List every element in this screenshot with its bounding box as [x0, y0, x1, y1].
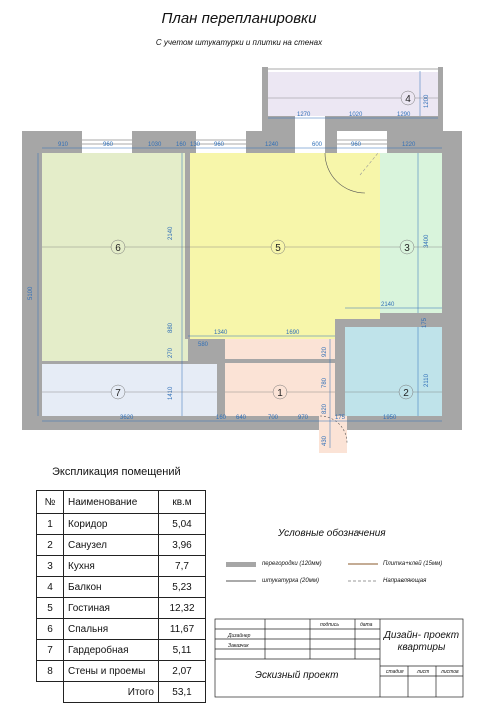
- col-number-header: №: [37, 491, 64, 514]
- row-area: 12,32: [159, 598, 206, 619]
- room-7-area: [42, 363, 217, 416]
- dim-top-1: 910: [58, 142, 69, 148]
- stamp-project: [380, 630, 463, 654]
- dim-top-10: 1220: [402, 142, 416, 148]
- row-area: 5,11: [159, 640, 206, 661]
- partition-6-5: [185, 153, 190, 339]
- dim-top-9: 960: [351, 142, 362, 148]
- dim-left: 5100: [28, 286, 34, 300]
- row-number: 5: [37, 598, 64, 619]
- row-number: 8: [37, 661, 64, 682]
- row-area: 2,07: [159, 661, 206, 682]
- room-number-2: 2: [403, 388, 409, 399]
- window-kitchen: [337, 131, 387, 153]
- dim-room2: 2110: [424, 374, 430, 387]
- row-name: Стены и проемы: [64, 661, 159, 682]
- dim-bot-1: 3620: [120, 415, 134, 421]
- table-row: [37, 640, 206, 661]
- table-row: [37, 598, 206, 619]
- row-area: 5,23: [159, 577, 206, 598]
- dim-r1-2: 780: [322, 377, 328, 388]
- col-area-header: кв.м: [159, 491, 206, 514]
- dim-mid-1: 1340: [214, 330, 228, 336]
- legend-label-guide: Направляющая: [383, 578, 427, 584]
- room-number-4: 4: [405, 94, 411, 105]
- stamp-sketch: Эскизный проект: [255, 670, 339, 681]
- dim-entrance: 430: [322, 435, 328, 446]
- dim-room6-2: 880: [168, 322, 174, 333]
- total-row: [37, 682, 206, 703]
- row-area: 11,67: [159, 619, 206, 640]
- stamp-stadia: стадия: [386, 669, 404, 675]
- room-1-entrance: [319, 416, 347, 453]
- row-number: 1: [37, 514, 64, 535]
- explication-header-row: [37, 491, 206, 514]
- room-number-1: 1: [277, 388, 283, 399]
- room-number-7: 7: [115, 388, 121, 399]
- room-5-nook: [225, 339, 335, 361]
- legend-label-tile: Плитка+клей (15мм): [383, 561, 443, 567]
- stamp-podpis: подпись: [320, 622, 339, 628]
- total-blank: [37, 682, 64, 703]
- page-subtitle: С учетом штукатурки и плитки на стенах: [155, 38, 323, 47]
- room-2-area: [345, 327, 442, 416]
- dim-room6-4: 1410: [168, 386, 174, 400]
- explication-table: [36, 490, 206, 703]
- page-title: План перепланировки: [161, 10, 317, 27]
- dim-top-4: 160: [176, 142, 187, 148]
- dim-bot-7: 1950: [383, 415, 397, 421]
- dim-room6-1: 2140: [168, 226, 174, 240]
- room-number-6: 6: [115, 243, 121, 254]
- stamp-project-line1: Дизайн- проект: [383, 630, 460, 641]
- legend-label-partition: перегородки (120мм): [262, 561, 322, 567]
- row-area: 5,04: [159, 514, 206, 535]
- partition-5-1: [217, 359, 335, 363]
- dim-bot-3: 640: [236, 415, 247, 421]
- explication-title: Экспликация помещений: [52, 466, 181, 478]
- row-name: Санузел: [64, 535, 159, 556]
- stamp-data: дата: [360, 622, 373, 628]
- legend-label-plaster: штукатурка (20мм): [262, 578, 319, 584]
- row-number: 4: [37, 577, 64, 598]
- row-number: 2: [37, 535, 64, 556]
- table-row: [37, 514, 206, 535]
- row-name: Спальня: [64, 619, 159, 640]
- dim-top-2: 960: [103, 142, 114, 148]
- dim-top-6: 960: [214, 142, 225, 148]
- row-area: 3,96: [159, 535, 206, 556]
- legend-title: Условные обозначения: [278, 528, 386, 539]
- table-row: [37, 577, 206, 598]
- dim-top-5: 130: [190, 142, 201, 148]
- stamp-project-line2: квартиры: [397, 642, 446, 653]
- partition-6-7: [42, 361, 217, 364]
- row-number: 3: [37, 556, 64, 577]
- dim-balcony-4: 1200: [424, 94, 430, 108]
- room-number-5: 5: [275, 243, 281, 254]
- row-name: Гардеробная: [64, 640, 159, 661]
- dim-bot-4: 700: [268, 415, 279, 421]
- dim-mid-3: 2140: [381, 302, 395, 308]
- col-name-header: Наименование: [64, 491, 159, 514]
- dim-balcony-2: 1020: [349, 112, 363, 118]
- dim-mid-5: 580: [198, 342, 209, 348]
- dim-mid-4: 175: [422, 317, 428, 328]
- table-row: [37, 535, 206, 556]
- dim-room6-3: 270: [168, 347, 174, 358]
- stamp-list: лист: [417, 669, 430, 675]
- dim-room3: 3400: [424, 234, 430, 248]
- table-row: [37, 619, 206, 640]
- room-number-3: 3: [404, 243, 410, 254]
- row-name: Кухня: [64, 556, 159, 577]
- dim-top-8: 600: [312, 142, 323, 148]
- dim-bot-6: 175: [335, 415, 346, 421]
- row-name: Балкон: [64, 577, 159, 598]
- partition-7-1: [217, 361, 225, 416]
- total-label: Итого: [64, 682, 159, 703]
- row-number: 7: [37, 640, 64, 661]
- dim-top-3: 1030: [148, 142, 162, 148]
- stamp-listov: листов: [441, 669, 459, 675]
- row-name: Гостиная: [64, 598, 159, 619]
- row-name: Коридор: [64, 514, 159, 535]
- dim-balcony-1: 1270: [297, 112, 311, 118]
- dim-top-7: 1240: [265, 142, 279, 148]
- room-3-area: [380, 153, 442, 313]
- row-number: 6: [37, 619, 64, 640]
- total-value: 53,1: [159, 682, 206, 703]
- table-row: [37, 556, 206, 577]
- dim-mid-2: 1690: [286, 330, 300, 336]
- balcony-glass: [268, 67, 438, 72]
- row-area: 7,7: [159, 556, 206, 577]
- room-6-area: [42, 153, 188, 363]
- table-row: [37, 661, 206, 682]
- stamp-designer: Дизайнер: [228, 633, 251, 639]
- dim-balcony-3: 1290: [397, 112, 411, 118]
- partition-1-2: [335, 325, 345, 416]
- stamp-customer: Заказчик: [228, 643, 249, 649]
- legend-swatch-partition: [226, 562, 256, 567]
- dim-r1-3: 820: [322, 403, 328, 414]
- dim-r1-1: 920: [322, 346, 328, 357]
- dim-bot-5: 970: [298, 415, 309, 421]
- dim-bot-2: 160: [216, 415, 227, 421]
